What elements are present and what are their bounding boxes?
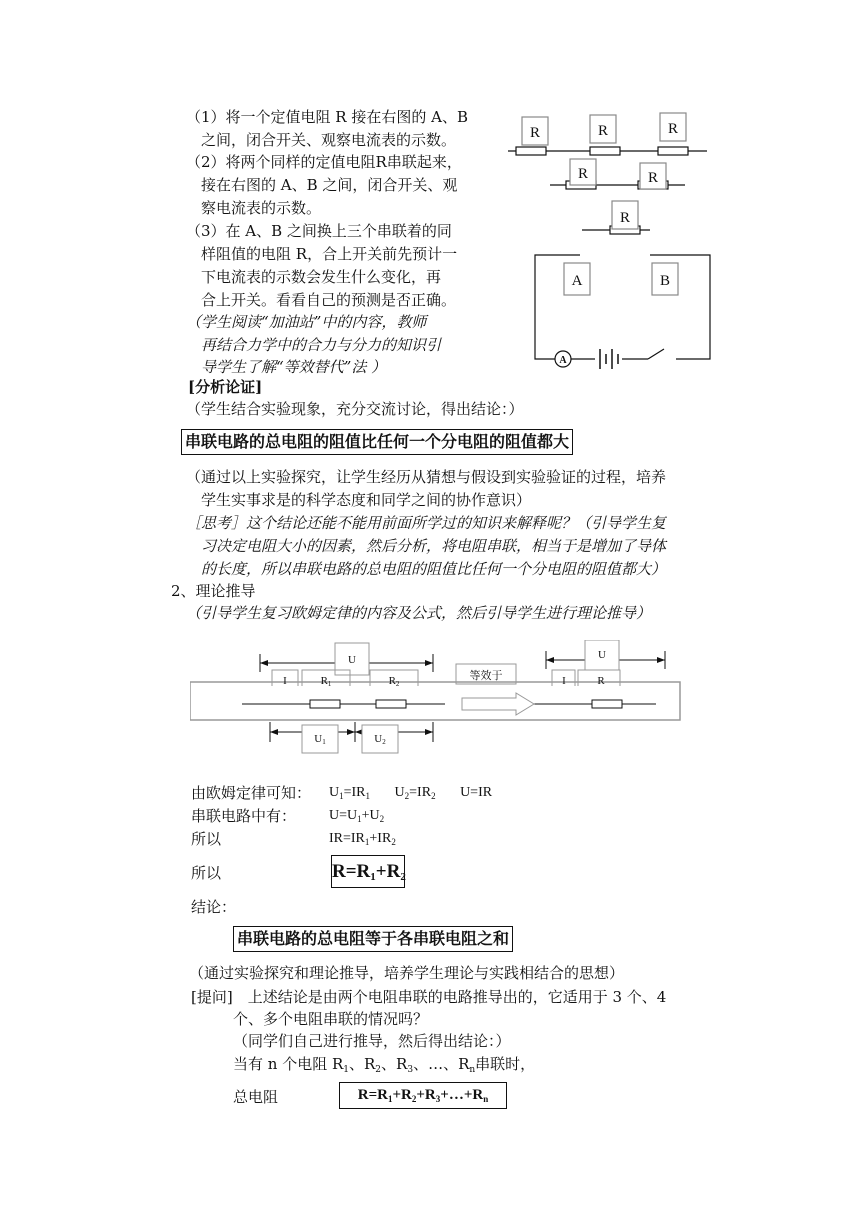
terminal-a-label: A	[571, 273, 583, 289]
n-resistors-line: 当有 n 个电阻 $R_1$、$R_2$、$R_3$、…、$R_n$串联时，	[233, 1055, 536, 1075]
series-voltage-formula: $U=U_1+U_2$	[329, 808, 385, 824]
theory-heading: 2、理论推导	[171, 582, 256, 600]
step2-line3: 察电流表的示数。	[201, 199, 322, 217]
question-line1: [提问] 上述结论是由两个电阻串联的电路推导出的，它适用于 3 个、4	[191, 988, 667, 1006]
total-resistance-formula-box: $R=R_1+R_2$	[331, 855, 405, 888]
n-resistor-formula-box: $R=R_1+R_2+R_3+\dots+R_n$	[339, 1082, 507, 1109]
reflection-line1: （通过以上实验探究，让学生经历从猜想与假设到实验验证的过程，培养	[186, 468, 667, 486]
analysis-heading: [分析论证]	[188, 378, 263, 396]
note-line3: 导学生了解“等效替代”法 ）	[201, 358, 387, 376]
current-resistance-formula: $IR=IR_1+IR_2$	[329, 831, 396, 847]
note-line1: （学生阅读“加油站”中的内容，教师	[186, 313, 427, 331]
step2-line2: 接在右图的 A、B 之间，闭合开关、观	[201, 176, 458, 194]
question-line2: 个、多个电阻串联的情况吗？	[233, 1010, 429, 1028]
resistor-label: R	[667, 121, 679, 137]
n-resistors-prefix: 当有 n 个电阻 R	[233, 1055, 344, 1073]
r1-label: R1	[320, 675, 332, 688]
terminal-b-label: B	[659, 273, 671, 289]
step1-line1: （1）将一个定值电阻 R 接在右图的 A、B	[186, 108, 468, 126]
current-i-label: I	[283, 675, 287, 687]
step3-line1: （3）在 A、B 之间换上三个串联着的同	[186, 222, 452, 240]
resistor-label: R	[597, 123, 609, 139]
step2-line1: （2）将两个同样的定值电阻R串联起来，	[186, 153, 462, 171]
note-line2: 再结合力学中的合力与分力的知识引	[201, 336, 442, 354]
self-derive-line: （同学们自己进行推导，然后得出结论：）	[233, 1032, 511, 1050]
ammeter-label: A	[559, 355, 567, 366]
conclusion-box-1: 串联电路的总电阻的阻值比任何一个分电阻的阻值都大	[181, 429, 573, 455]
ohm-formulas: $U_1=IR_1$ $U_2=IR_2$ U=IR	[329, 785, 493, 801]
resistor-label: R	[647, 170, 659, 186]
u2-label: U2	[374, 733, 386, 746]
resistor-label: R	[619, 210, 631, 226]
voltage-u-label: U	[348, 654, 356, 666]
series-label: 串联电路中有：	[191, 807, 297, 825]
conclusion-box-2: 串联电路的总电阻等于各串联电阻之和	[233, 926, 513, 952]
ohm-label: 由欧姆定律可知：	[191, 784, 312, 802]
analysis-prompt: （学生结合实验现象，充分交流讨论，得出结论：）	[186, 400, 524, 418]
theory-reflection: （通过实验探究和理论推导，培养学生理论与实践相结合的思想）	[189, 964, 625, 982]
resistor-label: R	[529, 125, 541, 141]
resistor-circuit-figure	[500, 105, 730, 377]
resistor-label: R	[597, 675, 605, 687]
conclusion-label: 结论：	[191, 898, 237, 916]
resistor-label: R	[577, 166, 589, 182]
think-line2: 习决定电阻大小的因素，然后分析，将电阻串联，相当于是增加了导体	[201, 537, 667, 555]
step3-line4: 合上开关。看看自己的预测是否正确。	[201, 291, 457, 309]
step1-line2: 之间，闭合开关、观察电流表的示数。	[201, 131, 457, 149]
reflection-line2: 学生实事求是的科学态度和同学之间的协作意识）	[201, 491, 532, 509]
u1-label: U1	[314, 733, 326, 746]
current-i-label: I	[562, 675, 566, 687]
r2-label: R2	[388, 675, 400, 688]
so-label-2: 所以	[191, 864, 222, 882]
so-label-1: 所以	[191, 830, 222, 848]
n-resistors-suffix: 串联时，	[475, 1055, 536, 1073]
think-line1: ［思考］这个结论还能不能用前面所学过的知识来解释呢？（引导学生复	[186, 514, 667, 532]
think-line3: 的长度，所以串联电路的总电阻的阻值比任何一个分电阻的阻值都大）	[201, 560, 667, 578]
equivalent-label: 等效于	[469, 670, 503, 682]
theory-guide: （引导学生复习欧姆定律的内容及公式，然后引导学生进行理论推导）	[186, 604, 652, 622]
step3-line3: 下电流表的示数会发生什么变化，再	[201, 268, 442, 286]
step3-line2: 样阻值的电阻 R，合上开关前先预计一	[201, 245, 458, 263]
voltage-u-label: U	[598, 649, 606, 661]
equivalent-circuit-diagram	[190, 640, 690, 760]
total-resistance-label: 总电阻	[233, 1088, 279, 1106]
